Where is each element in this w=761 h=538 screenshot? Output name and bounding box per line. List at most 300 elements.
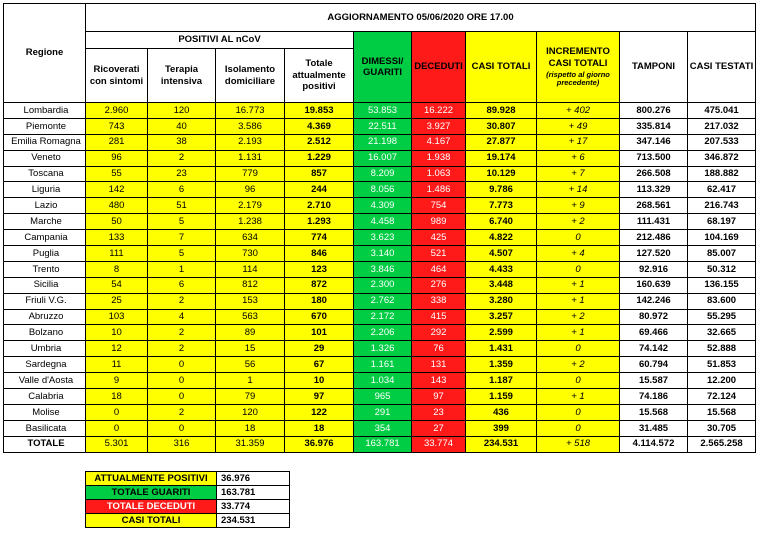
total-ricoverati: 5.301 [86, 436, 148, 452]
cell-terapia: 0 [148, 373, 216, 389]
cell-deceduti [412, 103, 466, 119]
cell-isolamento: 1 [216, 373, 285, 389]
cell-incremento: + 2 [537, 214, 620, 230]
header-totale-positivi: Totale attualmente positivi [285, 49, 354, 103]
cell-incremento: + 4 [537, 246, 620, 262]
cell-testati: 104.169 [688, 230, 756, 246]
cell-tamponi: 15.587 [620, 373, 688, 389]
cell-isolamento: 1.131 [216, 150, 285, 166]
cell-tamponi: 113.329 [620, 182, 688, 198]
header-incremento-sub: (rispetto al giorno precedente) [546, 70, 610, 88]
cell-isolamento: 56 [216, 357, 285, 373]
cell-dimessi-value: 53.853 [367, 104, 398, 116]
cell-regione: Lazio [4, 198, 86, 214]
cell-dimessi [354, 420, 412, 436]
cell-dimessi [354, 325, 412, 341]
cell-dimessi [354, 309, 412, 325]
cell-totale: 29 [285, 341, 354, 357]
cell-dimessi-value: 16.007 [367, 152, 398, 164]
table-row [4, 103, 756, 119]
cell-terapia: 7 [148, 230, 216, 246]
cell-tamponi: 713.500 [620, 150, 688, 166]
cell-dimessi-value: 1.034 [370, 374, 395, 386]
cell-deceduti-value: 1.063 [426, 168, 451, 180]
cell-dimessi [354, 389, 412, 405]
cell-deceduti-value: 76 [433, 343, 444, 355]
cell-casi: 27.877 [466, 134, 537, 150]
header-terapia: Terapia intensiva [148, 49, 216, 103]
cell-deceduti-value: 464 [430, 263, 447, 275]
summary-row [86, 500, 290, 514]
cell-deceduti-value: 521 [430, 247, 447, 259]
total-deceduti [412, 436, 466, 452]
cell-ricoverati: 55 [86, 166, 148, 182]
total-incremento: + 518 [537, 436, 620, 452]
cell-isolamento: 1.238 [216, 214, 285, 230]
header-casi-testati: CASI TESTATI [688, 32, 756, 103]
cell-terapia: 0 [148, 389, 216, 405]
cell-casi: 89.928 [466, 103, 537, 119]
cell-deceduti [412, 118, 466, 134]
header-deceduti-label: DECEDUTI [414, 61, 463, 73]
cell-dimessi-value: 2.762 [370, 295, 395, 307]
cell-totale: 101 [285, 325, 354, 341]
summary-guariti-label: TOTALE GUARITI [86, 486, 217, 500]
cell-dimessi [354, 150, 412, 166]
cell-dimessi-value: 2.206 [370, 327, 395, 339]
cell-totale: 2.512 [285, 134, 354, 150]
cell-deceduti [412, 357, 466, 373]
cell-dimessi-value: 21.198 [367, 136, 398, 148]
cell-dimessi [354, 103, 412, 119]
total-testati: 2.565.258 [688, 436, 756, 452]
cell-incremento: + 14 [537, 182, 620, 198]
table-row [4, 357, 756, 373]
table-row [4, 277, 756, 293]
cell-deceduti-value: 3.927 [426, 120, 451, 132]
cell-isolamento: 812 [216, 277, 285, 293]
cell-ricoverati: 103 [86, 309, 148, 325]
summary-casi-value: 234.531 [217, 514, 290, 528]
cell-ricoverati: 111 [86, 246, 148, 262]
cell-deceduti [412, 198, 466, 214]
cell-incremento: 0 [537, 404, 620, 420]
table-row [4, 373, 756, 389]
cell-tamponi: 800.276 [620, 103, 688, 119]
cell-terapia: 1 [148, 261, 216, 277]
cell-isolamento: 730 [216, 246, 285, 262]
cell-casi: 1.159 [466, 389, 537, 405]
table-body [4, 103, 756, 437]
cell-ricoverati: 50 [86, 214, 148, 230]
cell-dimessi-value: 291 [374, 406, 391, 418]
cell-isolamento: 2.179 [216, 198, 285, 214]
cell-terapia: 5 [148, 246, 216, 262]
cell-ricoverati: 96 [86, 150, 148, 166]
cell-totale: 1.293 [285, 214, 354, 230]
cell-deceduti [412, 373, 466, 389]
table-row [4, 182, 756, 198]
cell-totale: 846 [285, 246, 354, 262]
cell-dimessi-value: 3.623 [370, 231, 395, 243]
cell-tamponi: 80.972 [620, 309, 688, 325]
table-row [4, 325, 756, 341]
cell-terapia: 0 [148, 357, 216, 373]
cell-deceduti-value: 989 [430, 215, 447, 227]
cell-regione: Calabria [4, 389, 86, 405]
summary-positivi-label: ATTUALMENTE POSITIVI [86, 472, 217, 486]
cell-casi: 10.129 [466, 166, 537, 182]
cell-dimessi-value: 8.209 [370, 168, 395, 180]
cell-casi: 7.773 [466, 198, 537, 214]
header-ricoverati: Ricoverati con sintomi [86, 49, 148, 103]
cell-regione: Friuli V.G. [4, 293, 86, 309]
cell-isolamento: 18 [216, 420, 285, 436]
cell-isolamento: 153 [216, 293, 285, 309]
table-row [4, 293, 756, 309]
cell-incremento: 0 [537, 373, 620, 389]
cell-regione: Liguria [4, 182, 86, 198]
summary-deceduti-value: 33.774 [217, 500, 290, 514]
cell-casi: 3.280 [466, 293, 537, 309]
cell-incremento: + 7 [537, 166, 620, 182]
cell-terapia: 38 [148, 134, 216, 150]
cell-deceduti-value: 23 [433, 406, 444, 418]
cell-dimessi-value: 22.511 [368, 120, 397, 132]
cell-testati: 72.124 [688, 389, 756, 405]
cell-dimessi [354, 166, 412, 182]
cell-ricoverati: 10 [86, 325, 148, 341]
cell-dimessi-value: 965 [374, 390, 391, 402]
total-positivi: 36.976 [285, 436, 354, 452]
cell-deceduti [412, 230, 466, 246]
cell-terapia: 2 [148, 341, 216, 357]
cell-regione: Toscana [4, 166, 86, 182]
cell-isolamento: 3.586 [216, 118, 285, 134]
page-title: AGGIORNAMENTO 05/06/2020 ORE 17.00 [86, 4, 756, 32]
cell-isolamento: 634 [216, 230, 285, 246]
cell-deceduti [412, 246, 466, 262]
cell-totale: 774 [285, 230, 354, 246]
cell-dimessi-value: 4.309 [370, 200, 395, 212]
cell-deceduti [412, 150, 466, 166]
total-label: TOTALE [4, 436, 86, 452]
cell-incremento: + 9 [537, 198, 620, 214]
summary-guariti-value: 163.781 [217, 486, 290, 500]
cell-tamponi: 127.520 [620, 246, 688, 262]
cell-testati: 217.032 [688, 118, 756, 134]
cell-casi: 1.187 [466, 373, 537, 389]
header-isolamento: Isolamento domiciliare [216, 49, 285, 103]
cell-isolamento: 96 [216, 182, 285, 198]
cell-deceduti [412, 293, 466, 309]
summary-deceduti-label: TOTALE DECEDUTI [86, 500, 217, 514]
cell-regione: Campania [4, 230, 86, 246]
cell-incremento: + 49 [537, 118, 620, 134]
cell-testati: 346.872 [688, 150, 756, 166]
summary-row [86, 514, 290, 528]
cell-terapia: 5 [148, 214, 216, 230]
cell-regione: Molise [4, 404, 86, 420]
header-incremento-label: INCREMENTO CASI TOTALI [546, 46, 610, 69]
cell-deceduti [412, 341, 466, 357]
cell-regione: Trento [4, 261, 86, 277]
table-row [4, 246, 756, 262]
cell-terapia: 120 [148, 103, 216, 119]
cell-deceduti [412, 277, 466, 293]
cell-deceduti-value: 97 [433, 390, 444, 402]
cell-totale: 872 [285, 277, 354, 293]
cell-terapia: 2 [148, 150, 216, 166]
cell-totale: 97 [285, 389, 354, 405]
cell-totale: 857 [285, 166, 354, 182]
cell-casi: 399 [466, 420, 537, 436]
cell-casi: 4.433 [466, 261, 537, 277]
cell-terapia: 2 [148, 293, 216, 309]
total-dimessi-value: 163.781 [365, 438, 400, 450]
total-casi: 234.531 [466, 436, 537, 452]
cell-ricoverati: 9 [86, 373, 148, 389]
cell-deceduti [412, 325, 466, 341]
cell-terapia: 4 [148, 309, 216, 325]
cell-tamponi: 60.794 [620, 357, 688, 373]
cell-incremento: + 1 [537, 293, 620, 309]
cell-deceduti-value: 1.486 [426, 184, 451, 196]
cell-incremento: 0 [537, 420, 620, 436]
cell-terapia: 6 [148, 277, 216, 293]
cell-dimessi [354, 357, 412, 373]
cell-dimessi [354, 261, 412, 277]
table-row [4, 420, 756, 436]
cell-casi: 9.786 [466, 182, 537, 198]
total-row [4, 436, 756, 452]
cell-testati: 30.705 [688, 420, 756, 436]
cell-casi: 2.599 [466, 325, 537, 341]
table-row [4, 198, 756, 214]
cell-dimessi [354, 182, 412, 198]
cell-regione: Veneto [4, 150, 86, 166]
cell-regione: Emilia Romagna [4, 134, 86, 150]
cell-casi: 30.807 [466, 118, 537, 134]
cell-deceduti-value: 131 [430, 358, 447, 370]
cell-incremento: + 6 [537, 150, 620, 166]
cell-isolamento: 89 [216, 325, 285, 341]
cell-dimessi [354, 198, 412, 214]
cell-incremento: + 2 [537, 357, 620, 373]
cell-testati: 15.568 [688, 404, 756, 420]
summary-row [86, 472, 290, 486]
cell-ricoverati: 8 [86, 261, 148, 277]
table-row [4, 118, 756, 134]
cell-regione: Bolzano [4, 325, 86, 341]
cell-dimessi [354, 118, 412, 134]
cell-dimessi-value: 3.846 [370, 263, 395, 275]
cell-deceduti [412, 420, 466, 436]
cell-incremento: + 402 [537, 103, 620, 119]
cell-ricoverati: 142 [86, 182, 148, 198]
cell-totale: 1.229 [285, 150, 354, 166]
cell-casi: 6.740 [466, 214, 537, 230]
cell-ricoverati: 0 [86, 420, 148, 436]
cell-tamponi: 92.916 [620, 261, 688, 277]
cell-isolamento: 79 [216, 389, 285, 405]
cell-testati: 207.533 [688, 134, 756, 150]
cell-testati: 51.853 [688, 357, 756, 373]
table-row [4, 404, 756, 420]
cell-regione: Lombardia [4, 103, 86, 119]
cell-deceduti [412, 309, 466, 325]
cell-casi: 4.507 [466, 246, 537, 262]
cell-deceduti [412, 389, 466, 405]
cell-tamponi: 335.814 [620, 118, 688, 134]
cell-totale: 4.369 [285, 118, 354, 134]
table-row [4, 309, 756, 325]
table-row [4, 389, 756, 405]
summary-positivi-value: 36.976 [217, 472, 290, 486]
header-regione: Regione [4, 4, 86, 103]
header-dimessi-label: DIMESSI/ GUARITI [361, 55, 404, 78]
cell-dimessi-value: 3.140 [370, 247, 395, 259]
cell-deceduti [412, 134, 466, 150]
cell-isolamento: 779 [216, 166, 285, 182]
cell-terapia: 2 [148, 404, 216, 420]
cell-ricoverati: 133 [86, 230, 148, 246]
cell-totale: 670 [285, 309, 354, 325]
cell-testati: 216.743 [688, 198, 756, 214]
cell-regione: Piemonte [4, 118, 86, 134]
cell-dimessi [354, 404, 412, 420]
cell-regione: Abruzzo [4, 309, 86, 325]
cell-testati: 50.312 [688, 261, 756, 277]
total-terapia: 316 [148, 436, 216, 452]
header-incremento [537, 32, 620, 103]
cell-incremento: 0 [537, 230, 620, 246]
cell-deceduti [412, 182, 466, 198]
cell-ricoverati: 2.960 [86, 103, 148, 119]
cell-totale: 67 [285, 357, 354, 373]
cell-regione: Basilicata [4, 420, 86, 436]
cell-tamponi: 160.639 [620, 277, 688, 293]
cell-incremento: + 1 [537, 325, 620, 341]
cell-regione: Marche [4, 214, 86, 230]
cell-isolamento: 114 [216, 261, 285, 277]
cell-isolamento: 563 [216, 309, 285, 325]
cell-dimessi [354, 277, 412, 293]
cell-deceduti-value: 754 [430, 200, 447, 212]
cell-testati: 68.197 [688, 214, 756, 230]
table-row [4, 166, 756, 182]
cell-dimessi [354, 134, 412, 150]
cell-deceduti-value: 4.167 [426, 136, 451, 148]
cell-totale: 123 [285, 261, 354, 277]
cell-incremento: + 17 [537, 134, 620, 150]
cell-deceduti [412, 404, 466, 420]
cell-dimessi-value: 354 [374, 422, 391, 434]
cell-deceduti-value: 425 [430, 231, 447, 243]
cell-casi: 3.257 [466, 309, 537, 325]
cell-dimessi-value: 2.172 [370, 311, 395, 323]
cell-tamponi: 266.508 [620, 166, 688, 182]
table-row [4, 230, 756, 246]
cell-deceduti-value: 1.938 [426, 152, 451, 164]
table-row [4, 261, 756, 277]
cell-ricoverati: 25 [86, 293, 148, 309]
cell-testati: 85.007 [688, 246, 756, 262]
cell-incremento: 0 [537, 261, 620, 277]
table-row [4, 341, 756, 357]
cell-testati: 32.665 [688, 325, 756, 341]
header-positivi-group: POSITIVI AL nCoV [86, 32, 354, 49]
cell-terapia: 6 [148, 182, 216, 198]
cell-isolamento: 16.773 [216, 103, 285, 119]
cell-deceduti-value: 276 [430, 279, 447, 291]
cell-terapia: 23 [148, 166, 216, 182]
cell-isolamento: 15 [216, 341, 285, 357]
cell-totale: 244 [285, 182, 354, 198]
cell-dimessi [354, 293, 412, 309]
cell-testati: 136.155 [688, 277, 756, 293]
cell-incremento: + 1 [537, 389, 620, 405]
cell-regione: Umbria [4, 341, 86, 357]
total-tamponi: 4.114.572 [620, 436, 688, 452]
cell-testati: 55.295 [688, 309, 756, 325]
cell-deceduti-value: 27 [433, 422, 444, 434]
cell-tamponi: 74.186 [620, 389, 688, 405]
cell-incremento: + 2 [537, 309, 620, 325]
header-deceduti [412, 32, 466, 103]
cell-dimessi [354, 246, 412, 262]
cell-dimessi-value: 1.161 [370, 358, 395, 370]
cell-dimessi-value: 4.458 [370, 215, 395, 227]
cell-regione: Sicilia [4, 277, 86, 293]
cell-totale: 122 [285, 404, 354, 420]
header-tamponi: TAMPONI [620, 32, 688, 103]
total-dimessi [354, 436, 412, 452]
cell-deceduti [412, 166, 466, 182]
cell-terapia: 51 [148, 198, 216, 214]
cell-ricoverati: 54 [86, 277, 148, 293]
cell-deceduti-value: 338 [430, 295, 447, 307]
cell-regione: Puglia [4, 246, 86, 262]
cell-testati: 475.041 [688, 103, 756, 119]
cell-ricoverati: 12 [86, 341, 148, 357]
cell-dimessi [354, 373, 412, 389]
cell-ricoverati: 0 [86, 404, 148, 420]
cell-tamponi: 142.246 [620, 293, 688, 309]
cell-dimessi [354, 341, 412, 357]
table-row [4, 134, 756, 150]
cell-totale: 18 [285, 420, 354, 436]
cell-totale: 180 [285, 293, 354, 309]
cell-dimessi [354, 214, 412, 230]
covid-data-table [3, 3, 756, 453]
summary-casi-label: CASI TOTALI [86, 514, 217, 528]
cell-tamponi: 212.486 [620, 230, 688, 246]
cell-totale: 10 [285, 373, 354, 389]
cell-ricoverati: 743 [86, 118, 148, 134]
cell-deceduti [412, 214, 466, 230]
summary-row [86, 486, 290, 500]
total-isolamento: 31.359 [216, 436, 285, 452]
cell-testati: 188.882 [688, 166, 756, 182]
cell-ricoverati: 18 [86, 389, 148, 405]
cell-terapia: 2 [148, 325, 216, 341]
cell-dimessi [354, 230, 412, 246]
header-casi-totali: CASI TOTALI [466, 32, 537, 103]
cell-testati: 62.417 [688, 182, 756, 198]
cell-dimessi-value: 2.300 [370, 279, 395, 291]
cell-tamponi: 74.142 [620, 341, 688, 357]
